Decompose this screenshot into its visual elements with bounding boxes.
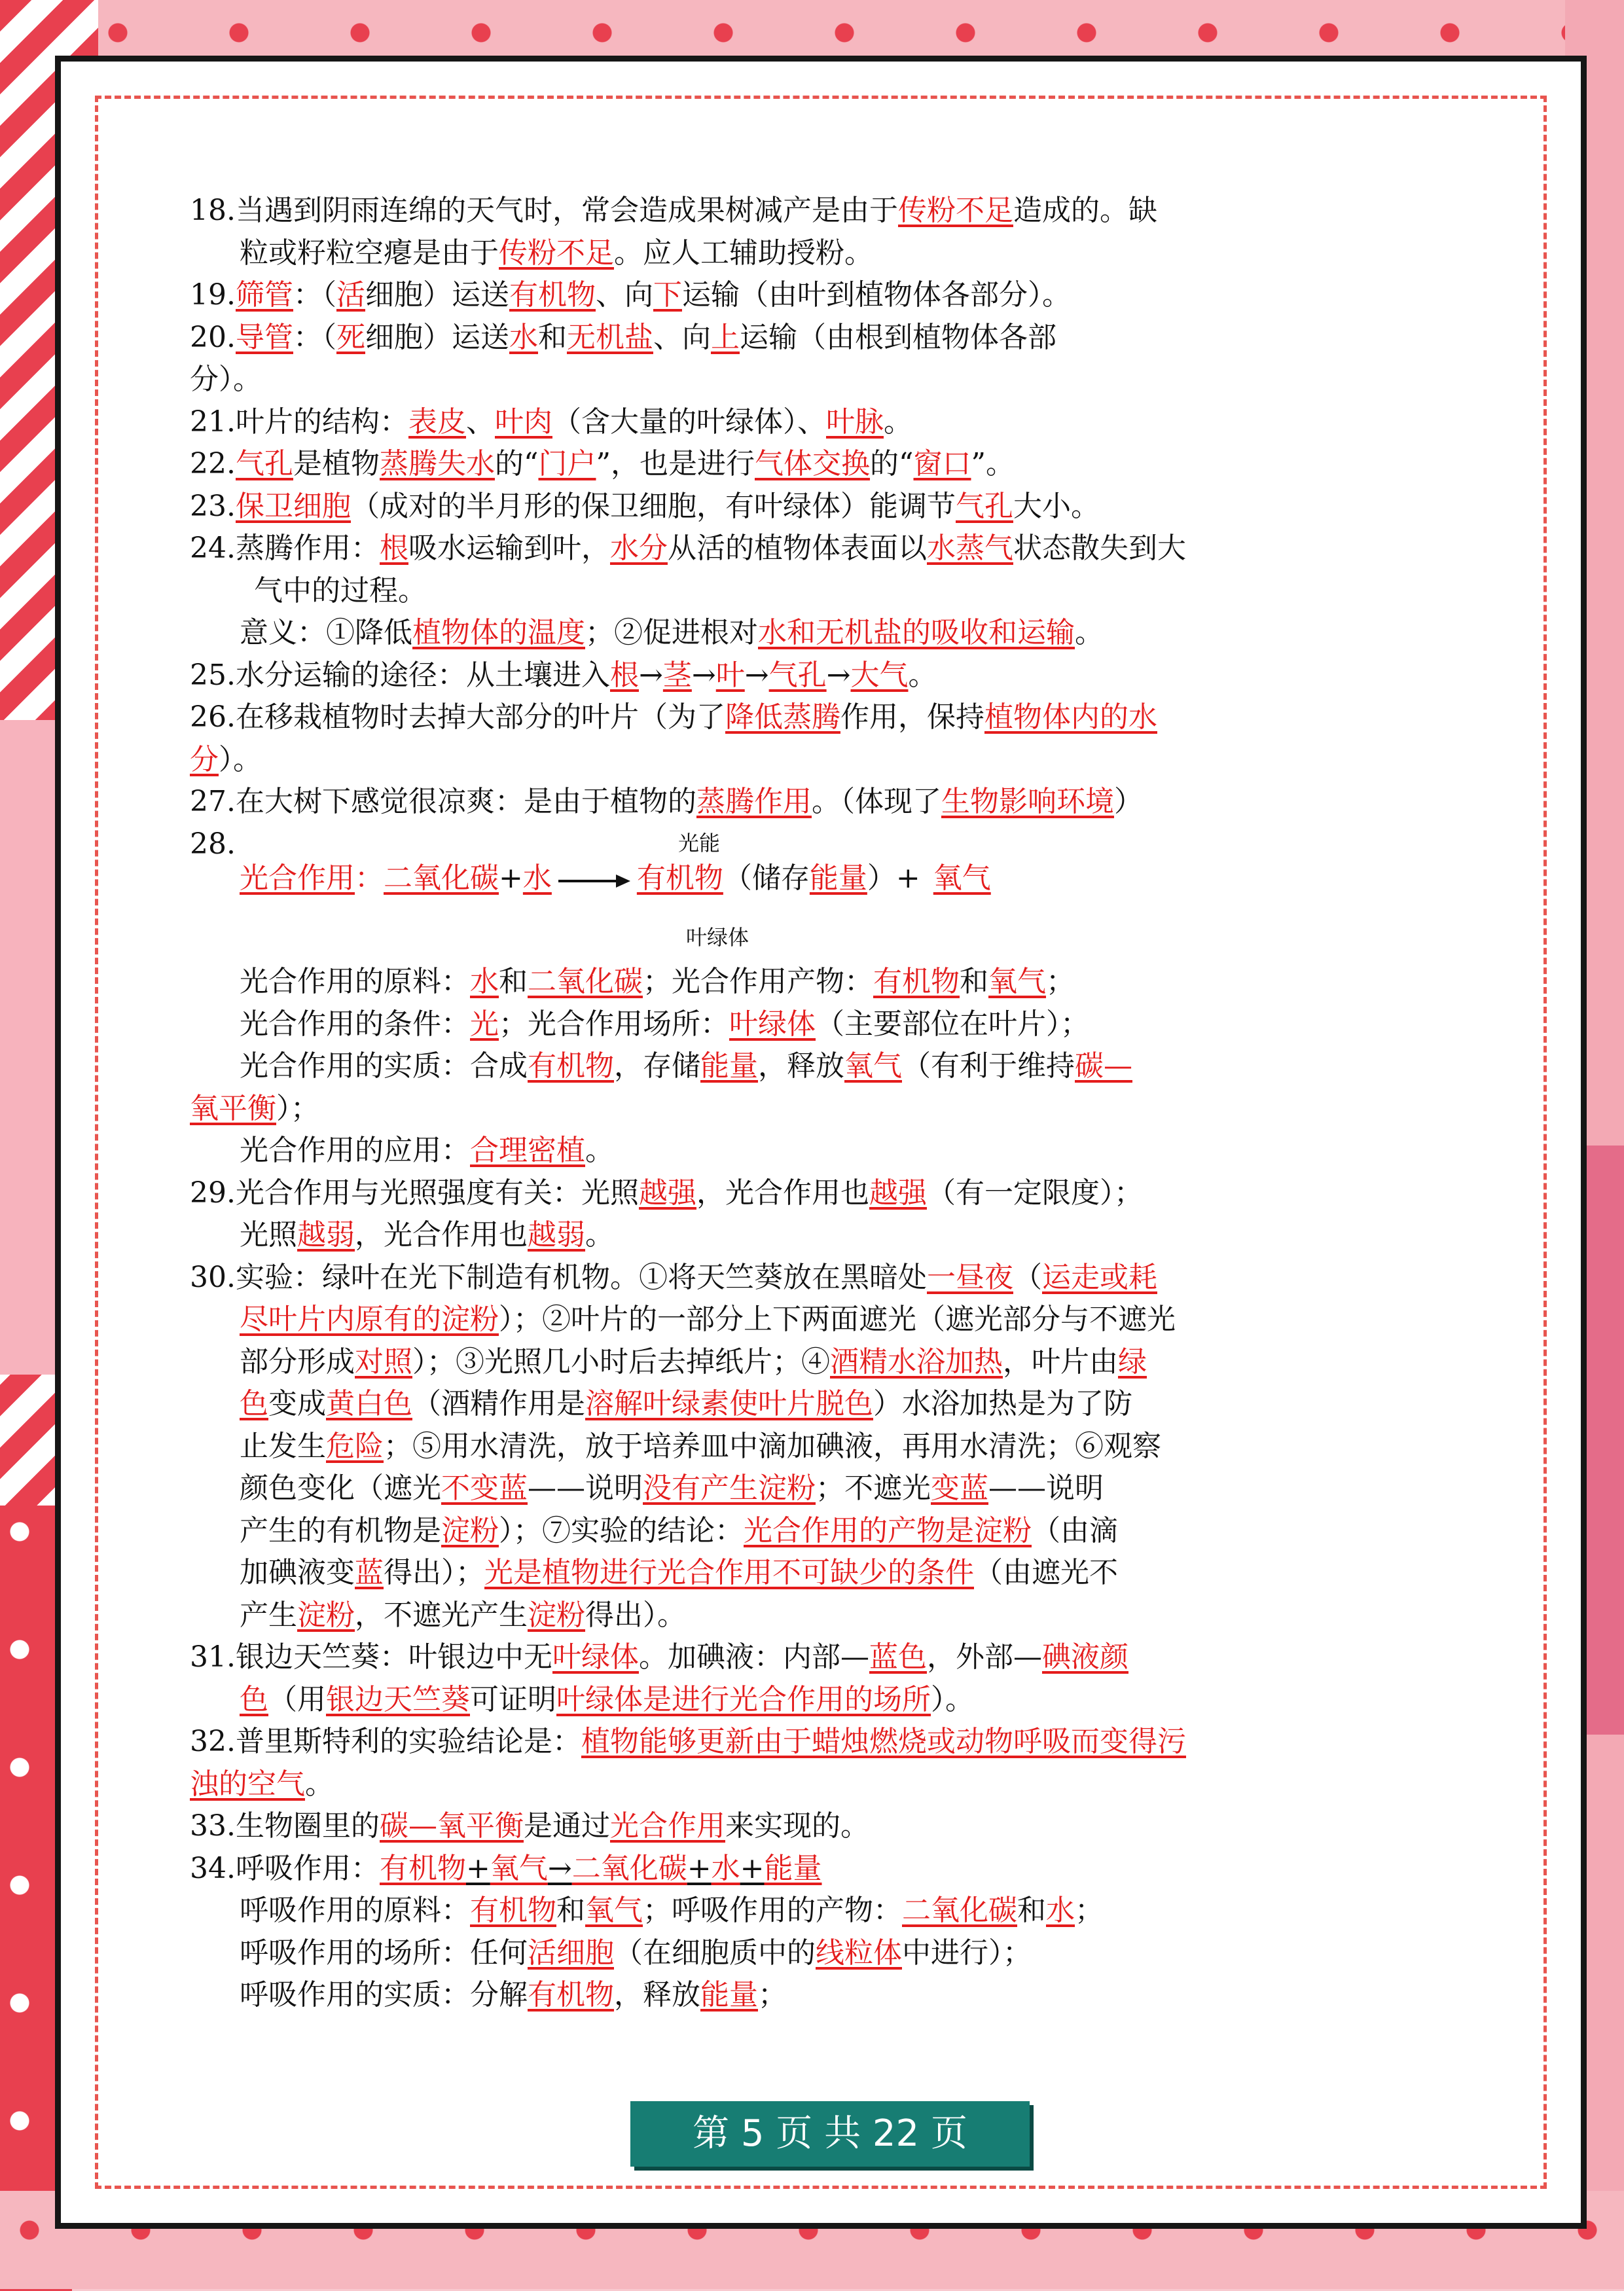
answer: 筛管 <box>235 278 293 312</box>
answer: 导管 <box>235 320 293 354</box>
answer: 淀粉 <box>528 1598 585 1632</box>
item-29-line-1 <box>190 1172 1420 1215</box>
answer: 能量 <box>764 1851 822 1885</box>
answer: 浊的空气 <box>190 1767 305 1801</box>
text: 意义：①降低 <box>240 616 412 649</box>
text: ，不遮光产生 <box>355 1598 528 1632</box>
answer: 水分 <box>609 532 668 565</box>
text: 止发生 <box>240 1429 326 1463</box>
text: 31.银边天竺葵：叶银边中无 <box>190 1640 552 1674</box>
text: ，光合作用也 <box>355 1218 528 1252</box>
item-34-equation <box>190 1848 1420 1890</box>
text: ： <box>355 861 384 895</box>
text: 18.当遇到阴雨连绵的天气时，常会造成果树减产是由于 <box>190 194 898 227</box>
text: 光合作用的应用： <box>240 1134 470 1167</box>
text: （含大量的叶绿体）、 <box>552 405 826 439</box>
text: ，释放 <box>758 1049 844 1083</box>
answer: 上 <box>710 320 740 354</box>
answer: 蒸腾失水 <box>379 447 495 480</box>
equation-row <box>240 857 991 900</box>
text: 。（体现了 <box>811 785 941 818</box>
answer: 蓝色 <box>869 1640 927 1674</box>
text: ；光合作用产物： <box>643 965 873 998</box>
text: 。 <box>1075 616 1104 649</box>
text: 得出）； <box>384 1556 484 1589</box>
answer: 有机物 <box>873 965 960 998</box>
item-28-conditions <box>190 1003 1420 1046</box>
text: 呼吸作用的实质：分解 <box>240 1978 528 2011</box>
text: 粒或籽粒空瘪是由于 <box>240 236 499 270</box>
text: 光合作用的条件： <box>240 1007 470 1041</box>
answer: 对照 <box>355 1344 412 1379</box>
item-24-line-1 <box>190 528 1420 570</box>
item-26-line-2 <box>190 739 1420 782</box>
photosynthesis-equation <box>190 823 1420 961</box>
text: （酒精作用是 <box>412 1387 585 1420</box>
answer: 下 <box>653 278 682 312</box>
answer: 色 <box>240 1682 268 1716</box>
text: 、 <box>465 405 495 439</box>
text: ”。 <box>971 447 1015 480</box>
text: 产生的有机物是 <box>240 1513 441 1547</box>
text: 气中的过程。 <box>254 573 427 607</box>
answer: 气孔 <box>955 489 1013 523</box>
text: 和 <box>499 965 528 998</box>
answer: 植物能够更新由于蜡烛燃烧或动物呼吸而变得污 <box>581 1725 1186 1758</box>
answer: 叶绿体 <box>552 1640 639 1674</box>
text: 。 <box>585 1134 614 1167</box>
answer: 银边天竺葵 <box>326 1682 470 1716</box>
text: 光照 <box>240 1218 297 1252</box>
text: 28. <box>190 827 236 861</box>
text: ；②促进根对 <box>585 616 758 649</box>
text: 和 <box>537 320 567 354</box>
item-24-line-3 <box>190 612 1420 655</box>
item-18-line-2 <box>190 232 1420 275</box>
text: 吸水运输到叶， <box>408 532 610 565</box>
answer: 能量 <box>700 1049 758 1083</box>
text: 是植物 <box>293 447 380 480</box>
answer: 氧气 <box>585 1894 643 1927</box>
item-31-line-1 <box>190 1636 1420 1679</box>
text: 。加碘液：内部— <box>638 1640 869 1674</box>
answer: 叶肉 <box>494 405 552 439</box>
answer: 无机盐 <box>566 320 653 354</box>
answer: 叶 <box>715 658 745 692</box>
answer: 活 <box>336 278 365 312</box>
text: → <box>826 658 851 692</box>
text: （有利于维持 <box>902 1049 1075 1083</box>
answer: 碘液颜 <box>1041 1640 1128 1674</box>
item-20-line-1 <box>190 317 1420 359</box>
text: 33.生物圈里的 <box>190 1809 380 1843</box>
text: ）；③光照几小时后去掉纸片；④ <box>412 1344 830 1379</box>
text: 变成 <box>268 1387 326 1420</box>
text: ）；②叶片的一部分上下两面遮光（遮光部分与不遮光 <box>499 1303 1176 1336</box>
answer: 二氧化碳 <box>384 861 499 895</box>
answer: 色 <box>240 1387 268 1420</box>
text: 21.叶片的结构： <box>190 405 408 439</box>
text: 造成的。缺 <box>1013 194 1157 227</box>
text: ）；⑦实验的结论： <box>499 1513 744 1547</box>
text: ）。 <box>931 1682 974 1716</box>
text: 。 <box>908 658 937 692</box>
item-28-essence-line-2 <box>190 1088 1420 1130</box>
text: ；呼吸作用的产物： <box>643 1894 902 1927</box>
text: 呼吸作用的原料： <box>240 1894 470 1927</box>
answer: 保卫细胞 <box>235 489 351 523</box>
text: ：（ <box>293 320 336 354</box>
text: 颜色变化（遮光 <box>240 1471 441 1505</box>
text: ； <box>1046 965 1075 998</box>
answer: 有机物 <box>636 861 723 895</box>
answer: 碳—氧平衡 <box>379 1809 524 1843</box>
answer: 合理密植 <box>470 1134 585 1167</box>
item-34-raw-materials <box>190 1890 1420 1932</box>
item-21 <box>190 401 1420 444</box>
text: 作用，保持 <box>840 700 984 734</box>
text: → <box>744 658 769 692</box>
answer: 能量 <box>700 1978 758 2011</box>
answer: 越强 <box>869 1176 927 1210</box>
answer: 叶脉 <box>825 405 884 439</box>
answer: 表皮 <box>408 405 466 439</box>
answer: 活细胞 <box>528 1936 614 1970</box>
page-number-badge: 第 5 页 共 22 页 <box>630 2101 1030 2167</box>
arrow-label-bottom: 叶绿体 <box>686 925 749 950</box>
answer: 水 <box>470 965 499 998</box>
item-30-line-1 <box>190 1257 1420 1299</box>
text: ，释放 <box>614 1978 700 2011</box>
text: + <box>465 1851 490 1885</box>
answer: 不变蓝 <box>441 1471 528 1505</box>
item-25 <box>190 655 1420 697</box>
text: 。 <box>305 1767 334 1801</box>
notes-content <box>190 190 1420 2017</box>
answer: 气体交换 <box>754 447 870 480</box>
text: （在细胞质中的 <box>614 1936 816 1970</box>
item-30-line-4 <box>190 1383 1420 1426</box>
answer: 氧气 <box>490 1851 548 1885</box>
text: ； <box>758 1978 787 2011</box>
item-30-line-2 <box>190 1299 1420 1341</box>
answer: 水 <box>522 861 552 895</box>
text: （有一定限度）； <box>926 1176 1143 1210</box>
text: 加碘液变 <box>240 1556 355 1589</box>
text: （由遮光不 <box>974 1556 1118 1589</box>
text: ； <box>1075 1894 1104 1927</box>
item-30-line-3 <box>190 1341 1420 1384</box>
answer: 死 <box>336 320 365 354</box>
text: + <box>499 861 523 895</box>
text: 得出）。 <box>585 1598 686 1632</box>
text: 可证明 <box>470 1682 556 1716</box>
text: 从活的植物体表面以 <box>667 532 927 565</box>
text: 中进行）； <box>902 1936 1032 1970</box>
answer: 传粉不足 <box>897 194 1013 227</box>
answer: 水 <box>1046 1894 1075 1927</box>
item-32-line-2 <box>190 1763 1420 1806</box>
text: 32.普里斯特利的实验结论是： <box>190 1725 581 1758</box>
answer: 大气 <box>850 658 909 692</box>
answer: 植物体的温度 <box>412 616 585 649</box>
text: ）； <box>276 1091 319 1125</box>
text: 的“ <box>494 447 539 480</box>
answer: 溶解叶绿素使叶片脱色 <box>585 1387 873 1420</box>
answer: 碳— <box>1075 1049 1132 1083</box>
answer: 降低蒸腾 <box>725 700 840 734</box>
text: 来实现的。 <box>725 1809 869 1843</box>
text: ；⑤用水清洗，放于培养皿中滴加碘液，再用水清洗；⑥观察 <box>384 1429 1161 1463</box>
text: 、向 <box>595 278 653 312</box>
text: ：（ <box>293 278 336 312</box>
reaction-arrow-icon <box>558 874 630 887</box>
text: 30.实验：绿叶在光下制造有机物。①将天竺葵放在黑暗处 <box>190 1260 927 1294</box>
answer: 光合作用 <box>609 1809 725 1843</box>
answer: 氧平衡 <box>190 1091 276 1125</box>
item-18-line-1 <box>190 190 1420 232</box>
arrow-label-top: 光能 <box>678 831 721 856</box>
answer: 淀粉 <box>297 1598 355 1632</box>
text: 20. <box>190 320 236 354</box>
answer: 蓝 <box>355 1556 384 1589</box>
text: ，叶片由 <box>1003 1344 1118 1379</box>
text: 和 <box>960 965 988 998</box>
text: 细胞）运送 <box>365 278 509 312</box>
answer: 尽叶片内原有的淀粉 <box>240 1303 499 1336</box>
text: ，存储 <box>614 1049 700 1083</box>
text: 细胞）运送 <box>365 320 509 354</box>
answer: 二氧化碳 <box>528 965 643 998</box>
text: 运输（由根到植物体各部 <box>739 320 1056 354</box>
answer: 有机物 <box>379 1851 466 1885</box>
text: + <box>740 1851 765 1885</box>
answer: 黄白色 <box>326 1387 412 1420</box>
answer: 越弱 <box>297 1218 355 1252</box>
item-30-line-6 <box>190 1468 1420 1510</box>
answer: 光合作用的产物是淀粉 <box>744 1513 1032 1547</box>
text: 呼吸作用的场所：任何 <box>240 1936 528 1970</box>
text: 是通过 <box>523 1809 610 1843</box>
text: 和 <box>1017 1894 1046 1927</box>
text: （用 <box>268 1682 326 1716</box>
item-19 <box>190 274 1420 317</box>
text: 26.在移栽植物时去掉大部分的叶片（为了 <box>190 700 725 734</box>
item-26-line-1 <box>190 696 1420 739</box>
item-29-line-2 <box>190 1214 1420 1257</box>
answer: 根 <box>609 658 639 692</box>
answer: 一昼夜 <box>926 1260 1013 1294</box>
answer: 氧气 <box>933 861 991 895</box>
answer: 酒精水浴加热 <box>830 1344 1003 1379</box>
text: → <box>638 658 663 692</box>
answer: 能量 <box>809 861 867 895</box>
item-30-line-7 <box>190 1510 1420 1553</box>
answer: 水和无机盐的吸收和运输 <box>758 616 1075 649</box>
text: 22. <box>190 447 236 480</box>
item-28-application <box>190 1130 1420 1172</box>
text: 23. <box>190 489 236 523</box>
answer: 分 <box>190 742 219 776</box>
answer: 氧气 <box>844 1049 902 1083</box>
text: 、向 <box>653 320 711 354</box>
item-31-line-2 <box>190 1679 1420 1722</box>
text: 和 <box>556 1894 585 1927</box>
text: 大小。 <box>1013 489 1100 523</box>
text: ，外部— <box>926 1640 1042 1674</box>
item-34-essence <box>190 1974 1420 2017</box>
text: 19. <box>190 278 236 312</box>
text: ，光合作用也 <box>696 1176 869 1210</box>
text: ；光合作用场所： <box>499 1007 729 1041</box>
answer: 有机物 <box>509 278 596 312</box>
answer: 蒸腾作用 <box>696 785 812 818</box>
answer: 叶绿体 <box>729 1007 816 1041</box>
text: 29.光合作用与光照强度有关：光照 <box>190 1176 639 1210</box>
answer: 生物影响环境 <box>941 785 1114 818</box>
text: 状态散失到大 <box>1013 532 1186 565</box>
answer: 没有产生淀粉 <box>643 1471 816 1505</box>
text: ——说明 <box>528 1471 643 1505</box>
item-27 <box>190 781 1420 823</box>
answer: 有机物 <box>528 1049 614 1083</box>
answer: 绿 <box>1118 1344 1147 1379</box>
answer: 线粒体 <box>816 1936 902 1970</box>
item-30-line-9 <box>190 1595 1420 1637</box>
text: ；不遮光 <box>816 1471 931 1505</box>
item-30-line-8 <box>190 1552 1420 1595</box>
answer: 植物体内的水 <box>984 700 1157 734</box>
text: 。 <box>585 1218 614 1252</box>
text: （储存 <box>723 861 810 895</box>
text: 运输（由叶到植物体各部分）。 <box>681 278 1071 312</box>
text: → <box>691 658 716 692</box>
text: ）水浴加热是为了防 <box>873 1387 1132 1420</box>
answer: 水蒸气 <box>926 532 1013 565</box>
answer: 传粉不足 <box>499 236 614 270</box>
item-24-line-2 <box>190 570 1420 613</box>
answer: 氧气 <box>988 965 1046 998</box>
answer: 水 <box>711 1851 740 1885</box>
text: + <box>687 1851 712 1885</box>
answer: 光合作用 <box>240 861 355 895</box>
item-20-line-2 <box>190 359 1420 401</box>
item-32-line-1 <box>190 1721 1420 1763</box>
text: ）+ <box>867 861 920 895</box>
text: （ <box>1013 1260 1042 1294</box>
answer: 气孔 <box>768 658 827 692</box>
text: 部分形成 <box>240 1344 355 1379</box>
text: 的“ <box>869 447 914 480</box>
text: 光合作用的原料： <box>240 965 470 998</box>
answer: 变蓝 <box>931 1471 988 1505</box>
text: 。 <box>883 405 912 439</box>
text: ”，也是进行 <box>596 447 755 480</box>
text: 光合作用的实质：合成 <box>240 1049 528 1083</box>
text: 27.在大树下感觉很凉爽：是由于植物的 <box>190 785 696 818</box>
text: → <box>547 1851 572 1885</box>
answer: 水 <box>509 320 538 354</box>
text: 25.水分运输的途径：从土壤进入 <box>190 658 610 692</box>
answer: 危险 <box>326 1429 384 1463</box>
answer: 淀粉 <box>441 1513 499 1547</box>
text: ）。 <box>219 742 262 776</box>
item-23 <box>190 486 1420 528</box>
item-28-essence-line-1 <box>190 1045 1420 1088</box>
answer: 有机物 <box>528 1978 614 2011</box>
answer: 茎 <box>662 658 692 692</box>
answer: 二氧化碳 <box>902 1894 1017 1927</box>
text: ——说明 <box>988 1471 1104 1505</box>
item-30-line-5 <box>190 1426 1420 1468</box>
answer: 运走或耗 <box>1041 1260 1157 1294</box>
text: （主要部位在叶片）； <box>816 1007 1089 1041</box>
answer: 二氧化碳 <box>571 1851 687 1885</box>
text: 产生 <box>240 1598 297 1632</box>
item-33 <box>190 1805 1420 1848</box>
answer: 窗口 <box>913 447 971 480</box>
text: ） <box>1113 785 1143 818</box>
answer: 光 <box>470 1007 499 1041</box>
text: （由滴 <box>1032 1513 1118 1547</box>
item-28-raw-materials <box>190 961 1420 1003</box>
answer: 越弱 <box>528 1218 585 1252</box>
answer: 光是植物进行光合作用不可缺少的条件 <box>484 1556 974 1589</box>
answer: 气孔 <box>235 447 293 480</box>
answer: 门户 <box>538 447 596 480</box>
answer: 越强 <box>638 1176 696 1210</box>
text: 。应人工辅助授粉。 <box>614 236 873 270</box>
text: 24.蒸腾作用： <box>190 532 380 565</box>
answer: 有机物 <box>470 1894 556 1927</box>
text: （成对的半月形的保卫细胞，有叶绿体）能调节 <box>350 489 956 523</box>
answer: 叶绿体是进行光合作用的场所 <box>556 1682 931 1716</box>
item-22 <box>190 443 1420 486</box>
text: 分）。 <box>190 363 262 396</box>
answer: 根 <box>379 532 408 565</box>
text: 34.呼吸作用： <box>190 1851 380 1885</box>
item-34-place <box>190 1932 1420 1975</box>
